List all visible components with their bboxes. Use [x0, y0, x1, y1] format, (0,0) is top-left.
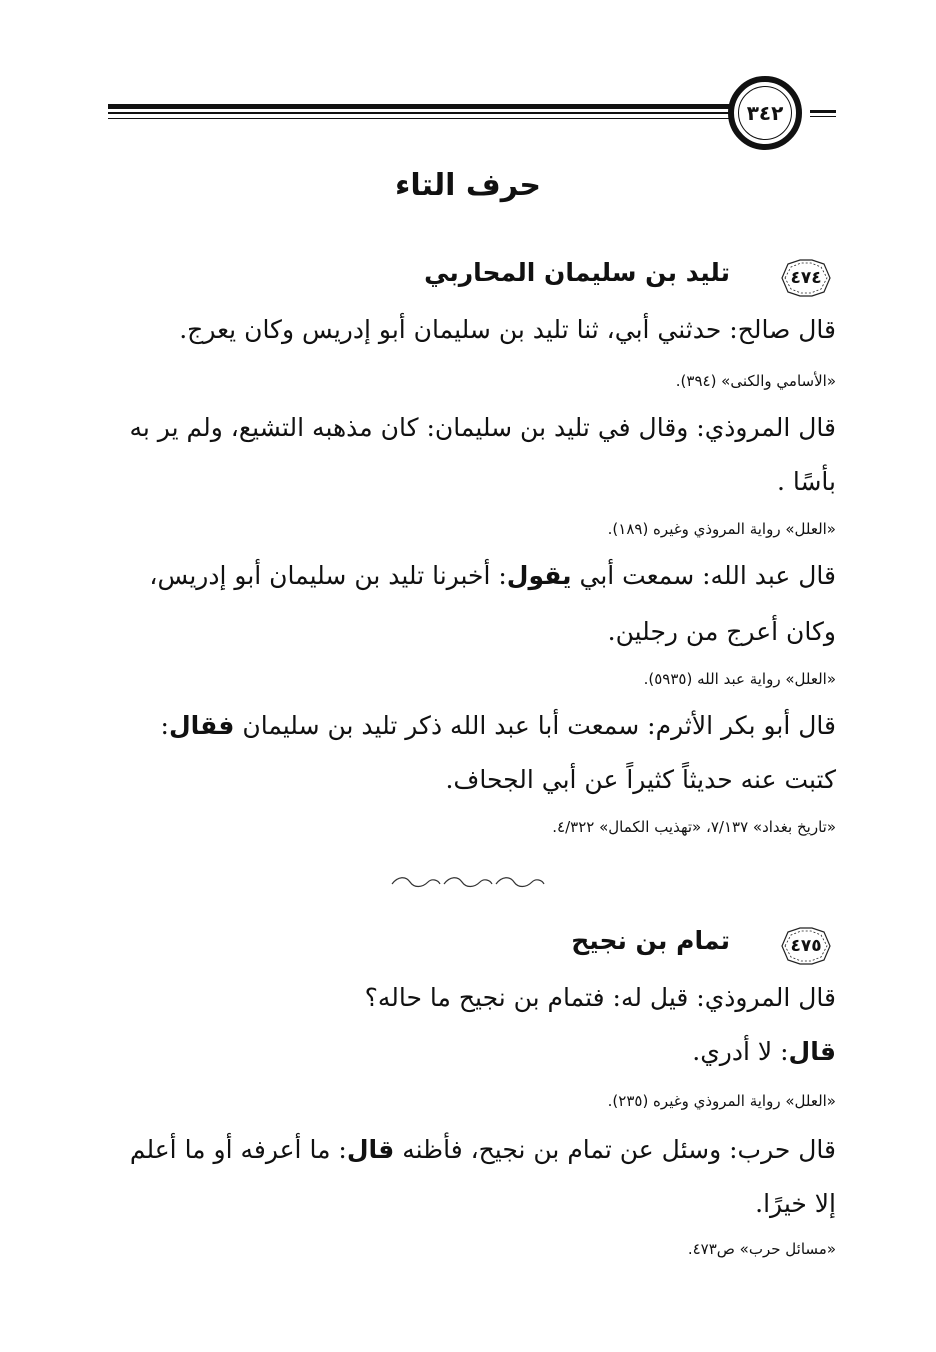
chapter-title: حرف التاء — [395, 168, 541, 203]
divider-ornament-icon — [388, 874, 548, 890]
bold-term: يقول — [506, 561, 572, 590]
text-segment: قال أبو بكر الأثرم: سمعت أبا عبد الله ذكر تليد بن سليمان — [234, 711, 836, 740]
entry-title: تمام بن نجيح — [571, 926, 730, 955]
text-segment: : لا أدري. — [692, 1037, 789, 1066]
text-line — [161, 712, 837, 741]
source-citation: «العلل» رواية المروذي وغيره (١٨٩). — [607, 520, 836, 538]
text-segment: : أخبرنا تليد بن سليمان أبو إدريس، — [149, 561, 507, 590]
text-line: إلا خيرًا. — [755, 1189, 836, 1218]
text-line: كتبت عنه حديثاً كثيراً عن أبي الجحاف. — [445, 765, 836, 794]
text-line: قال صالح: حدثني أبي، ثنا تليد بن سليمان أبو إدريس وكان يعرج. — [179, 315, 836, 344]
text-line — [692, 1038, 836, 1067]
text-line: وكان أعرج من رجلين. — [607, 617, 836, 646]
entry-number-badge — [774, 924, 838, 968]
text-segment: : ما أعرفه أو ما أعلم — [129, 1135, 347, 1164]
entry-header — [100, 256, 838, 304]
entry-header — [100, 924, 838, 972]
header-rule — [810, 110, 836, 113]
text-line — [130, 1136, 836, 1165]
entry-title: تليد بن سليمان المحاربي — [424, 258, 730, 287]
page-number: ٣٤٢ — [746, 101, 784, 125]
text-segment: قال عبد الله: سمعت أبي — [571, 561, 836, 590]
entry-number: ٤٧٥ — [790, 936, 822, 956]
source-citation: «مسائل حرب» ص٤٧٣. — [687, 1240, 836, 1258]
source-citation: «العلل» رواية المروذي وغيره (٢٣٥). — [607, 1092, 836, 1110]
header-rule — [108, 112, 730, 114]
bold-term: قال — [346, 1135, 395, 1164]
bold-term: قال — [788, 1037, 836, 1066]
text-segment: قال حرب: وسئل عن تمام بن نجيح، فأظنه — [394, 1135, 836, 1164]
header-rule — [108, 104, 730, 109]
text-line — [149, 562, 836, 591]
entry-number: ٤٧٤ — [790, 268, 822, 288]
source-citation: «العلل» رواية عبد الله (٥٩٣٥). — [643, 670, 836, 688]
source-citation: «الأسامي والكنى» (٣٩٤). — [675, 372, 836, 390]
text-line: قال المروذي: وقال في تليد بن سليمان: كان مذهبه التشيع، ولم ير به — [129, 413, 836, 442]
text-segment: : — [160, 711, 169, 740]
text-line: بأسًا . — [776, 467, 836, 496]
header-rule — [810, 116, 836, 117]
header-rule — [108, 118, 730, 119]
text-line: قال المروذي: قيل له: فتمام بن نجيح ما حاله؟ — [364, 983, 836, 1012]
source-citation: «تاريخ بغداد» ٧/١٣٧، «تهذيب الكمال» ٤/٣٢٢. — [552, 818, 836, 836]
bold-term: فقال — [168, 711, 235, 740]
entry-number-badge — [774, 256, 838, 300]
